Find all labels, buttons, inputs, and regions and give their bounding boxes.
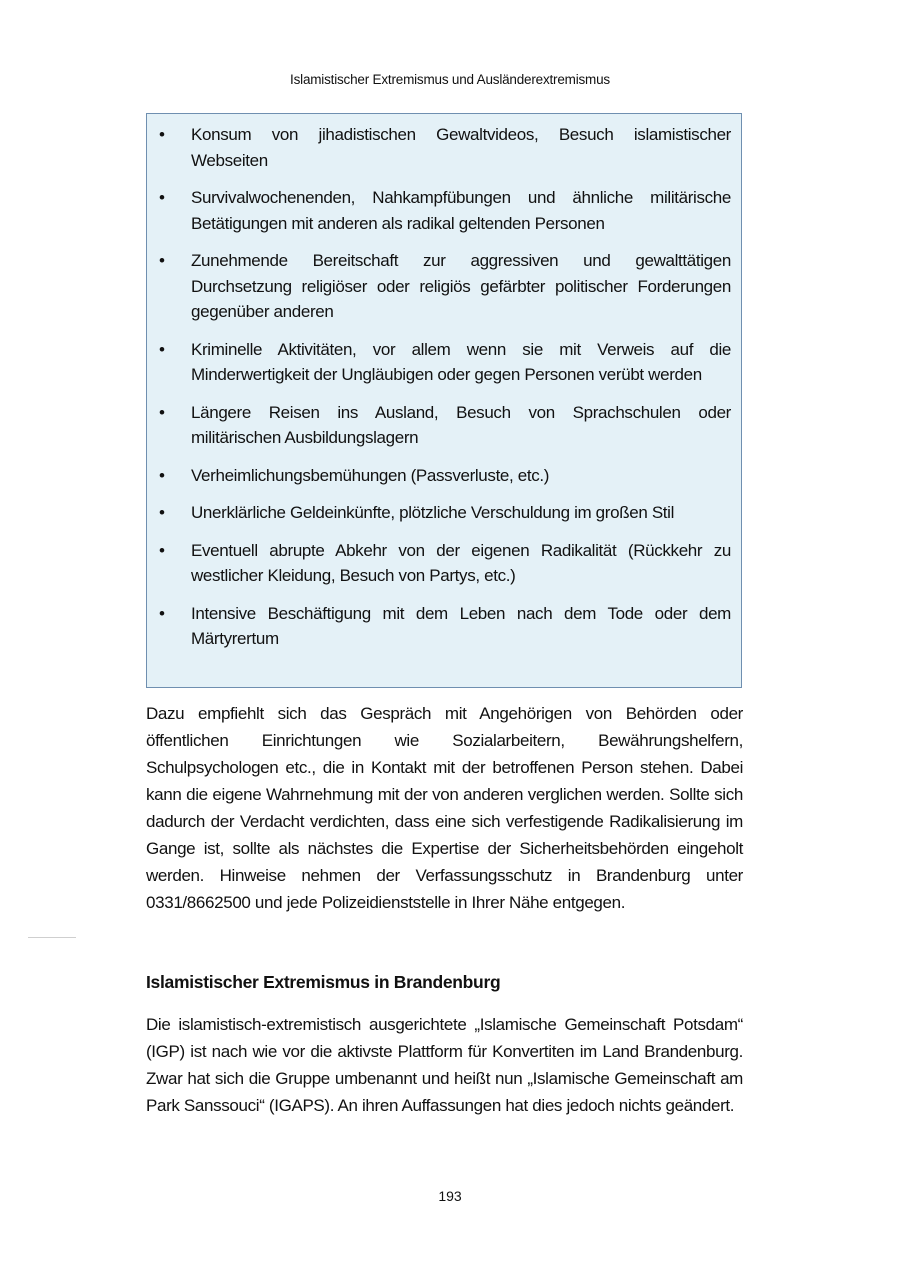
bullet-icon: • xyxy=(159,251,165,270)
list-item xyxy=(147,500,741,526)
list-item xyxy=(147,122,741,173)
bullet-icon: • xyxy=(159,603,165,623)
list-item-text: Zunehmende Bereitschaft zur aggressiven und gewalttätigen Durchsetzung religiöser oder religiös gefärbter politischer Forderungen gegenüber anderen xyxy=(191,251,731,321)
list-item xyxy=(147,185,741,236)
list-item-text: Verheimlichungsbemühungen (Passverluste, etc.) xyxy=(191,465,550,485)
list-item xyxy=(147,248,741,325)
body-paragraph: Dazu empfiehlt sich das Gespräch mit Angehörigen von Behörden oder öffentlichen Einrichtungen wie Sozialarbeitern, Bewährungshelfern, Schulpsychologen etc., die in Kontakt mit der betroffenen Person stehen. Dabei kann die eigene Wahrnehmung mit der von anderen verglichen werden. Sollte sich dadurch der Verdacht verdichten, dass eine sich verfestigende Radikalisierung im Gange ist, sollte als nächstes die Expertise der Sicherheitsbehörden eingeholt werden. Hinweise nehmen der Verfassungsschutz in Brandenburg unter 0331/8662500 und jede Polizeidienststelle in Ihrer Nähe entgegen. xyxy=(146,704,743,912)
page-number: 193 xyxy=(438,1188,462,1204)
list-item xyxy=(147,400,741,451)
list-item-text: Längere Reisen ins Ausland, Besuch von Sprachschulen oder militärischen Ausbildungslagern xyxy=(191,402,731,447)
list-item-text: Konsum von jihadistischen Gewaltvideos, Besuch islamistischer Webseiten xyxy=(191,125,731,170)
list-item-text: Eventuell abrupte Abkehr von der eigenen Radikalität (Rückkehr zu westlicher Kleidung, Besuch von Partys, etc.) xyxy=(191,540,731,585)
list-item-text: Unerklärliche Geldeinkünfte, plötzliche Verschuldung im großen Stil xyxy=(191,503,675,522)
list-item-text: Kriminelle Aktivitäten, vor allem wenn sie mit Verweis auf die Minderwertigkeit der Ungläubigen oder gegen Personen verübt werden xyxy=(191,339,731,384)
running-header: Islamistischer Extremismus und Ausländerextremismus xyxy=(290,72,610,87)
bullet-icon: • xyxy=(159,503,165,522)
list-item-text: Intensive Beschäftigung mit dem Leben nach dem Tode oder dem Märtyrertum xyxy=(191,603,731,648)
bullet-icon: • xyxy=(159,540,165,560)
list-item xyxy=(147,463,741,489)
section-heading: Islamistischer Extremismus in Brandenburg xyxy=(146,972,501,992)
list-item xyxy=(147,601,741,652)
bullet-icon: • xyxy=(159,125,165,144)
indicator-box xyxy=(146,113,742,688)
list-item-text: Survivalwochenenden, Nahkampfübungen und ähnliche militärische Betätigungen mit anderen als radikal geltenden Personen xyxy=(191,188,731,233)
bullet-icon: • xyxy=(159,339,165,359)
bullet-icon: • xyxy=(159,188,165,207)
scan-artifact-line xyxy=(28,937,76,938)
bullet-icon: • xyxy=(159,465,165,485)
section-paragraph: Die islamistisch-extremistisch ausgerichtete „Islamische Gemeinschaft Potsdam“ (IGP) ist nach wie vor die aktivste Plattform für Konvertiten im Land Brandenburg. Zwar hat sich die Gruppe umbenannt und heißt nun „Islamische Gemeinschaft am Park Sanssouci“ (IGAPS). An ihren Auffassungen hat dies jedoch nichts geändert. xyxy=(146,1015,743,1115)
indicator-list xyxy=(147,114,741,652)
bullet-icon: • xyxy=(159,402,165,422)
list-item xyxy=(147,337,741,388)
list-item xyxy=(147,538,741,589)
